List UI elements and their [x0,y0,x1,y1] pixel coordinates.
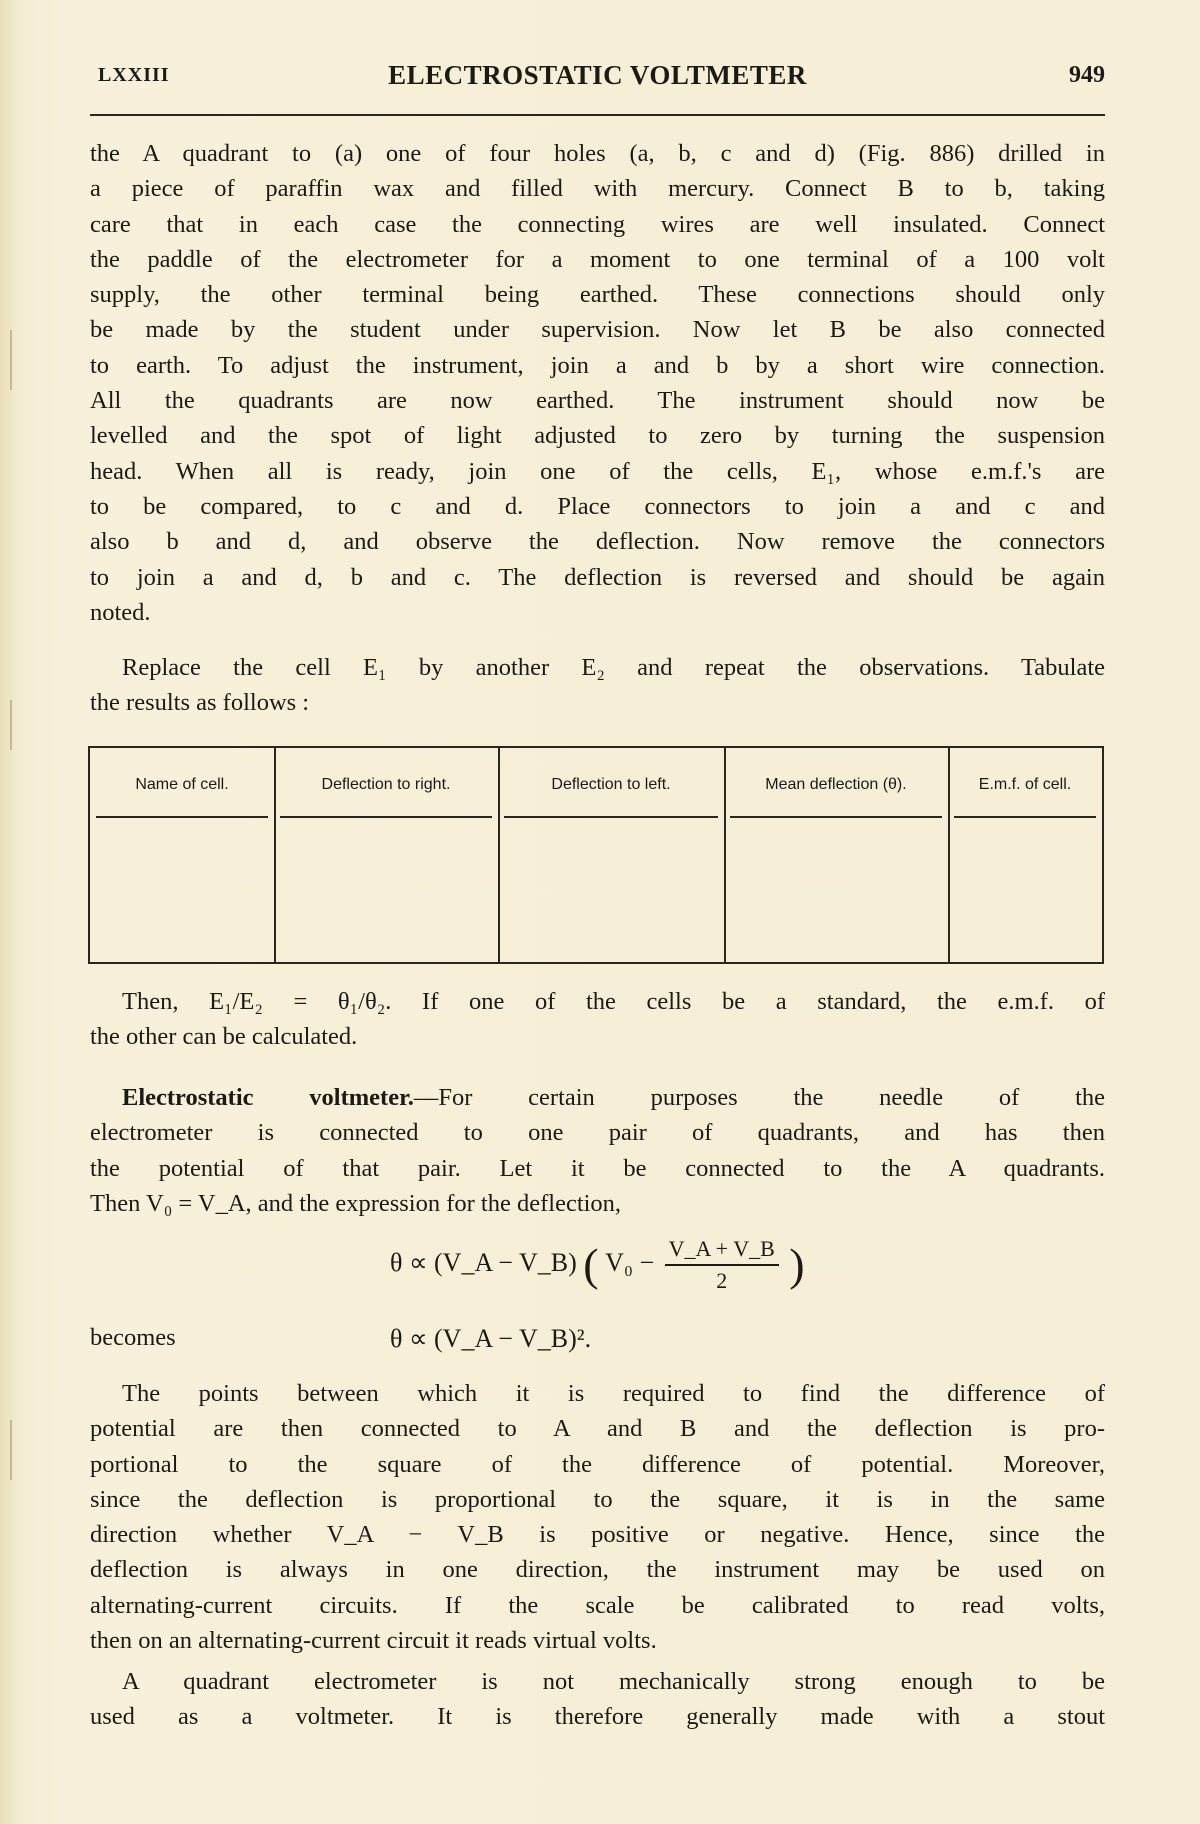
fraction-numerator: V_A + V_B [665,1236,779,1266]
text-line: the paddle of the electrometer for a moment to one terminal of a 100 volt [90,245,1105,273]
results-table [88,746,1104,964]
formula-fraction [665,1236,779,1294]
text-line: potential are then connected to A and B and the deflection is pro- [90,1415,1105,1443]
text-line: All the quadrants are now earthed. The instrument should now be [90,387,1105,415]
running-title: ELECTROSTATIC VOLTMETER [388,60,807,90]
text-line: head. When all is ready, join one of the cells, E₁, whose e.m.f.'s are [90,457,1105,485]
text-line: Replace the cell E₁ by another E₂ and repeat the observations. Tabulate [122,654,1105,681]
text-line: be made by the student under supervision. Now let B be also connected [90,316,1105,344]
text-line: supply, the other terminal being earthed. These connections should only [90,281,1105,309]
text-line: A quadrant electrometer is not mechanically strong enough to be [122,1668,1105,1695]
text-line: to join a and d, b and c. The deflection is reversed and should be again [90,563,1105,591]
table-column [724,748,950,962]
table-column [90,748,276,962]
table-column [948,748,1102,962]
text-line: deflection is always in one direction, the instrument may be used on [90,1556,1105,1584]
text-line: care that in each case the connecting wires are well insulated. Connect [90,210,1105,238]
table-column [498,748,726,962]
text-line: to earth. To adjust the instrument, join a and b by a short wire connection. [90,351,1105,379]
text-line: alternating-current circuits. If the scale be calibrated to read volts, [90,1591,1105,1619]
square-formula: θ ∝ (V_A − V_B)². [390,1324,592,1353]
formula-paren: ( [583,1239,599,1290]
table-header-rule [730,816,942,818]
text-line: to be compared, to c and d. Place connectors to join a and c and [90,492,1105,520]
chapter-number: LXXIII [98,64,170,86]
text-line: the results as follows : [90,689,310,717]
text-line: a piece of paraffin wax and filled with mercury. Connect B to b, taking [90,175,1105,203]
text-line: portional to the square of the difference of potential. Moreover, [90,1450,1105,1478]
table-header-cell: E.m.f. of cell. [978,776,1072,793]
text-line: Then, E₁/E₂ = θ₁/θ₂. If one of the cells be a standard, the e.m.f. of [122,988,1105,1015]
page-edge-mark [10,700,12,750]
table-header-rule [280,816,492,818]
table-header-cell: Deflection to left. [551,776,671,793]
header-rule [90,114,1105,116]
formula-paren: ) [789,1239,805,1290]
paragraph-quadrant [90,1664,1105,1735]
text-line: electrometer is connected to one pair of quadrants, and has then [90,1119,1105,1147]
table-header-cell: Deflection to right. [321,776,451,793]
page-number: 949 [1069,62,1105,88]
page-edge-mark [10,330,12,390]
table-header-rule [96,816,268,818]
text-line: the A quadrant to (a) one of four holes (a, b, c and d) (Fig. 886) drilled in [90,140,1105,167]
table-header-rule [954,816,1096,818]
text-line: levelled and the spot of light adjusted to zero by turning the suspension [90,422,1105,450]
text-line: Then V₀ = V_A, and the expression for the deflection, [90,1189,622,1217]
becomes-label: becomes [90,1324,176,1351]
text-line: noted. [90,598,151,626]
formula-lhs: θ ∝ (V_A − V_B) [390,1247,577,1277]
text-line: also b and d, and observe the deflection. Now remove the connectors [90,528,1105,556]
fraction-denominator: 2 [716,1268,728,1293]
running-header [90,60,1105,96]
text-line: the potential of that pair. Let it be connected to the A quadrants. [90,1154,1105,1182]
text-line: since the deflection is proportional to the square, it is in the same [90,1485,1105,1513]
section-text: —For certain purposes the needle of the [413,1084,1105,1111]
deflection-formula [390,1236,805,1294]
page-edge-mark [10,1420,12,1480]
table-header-cell: Mean deflection (θ). [765,776,907,793]
paragraph-ratio [90,984,1105,1055]
table-header-rule [504,816,718,818]
table-column [274,748,500,962]
text-line [90,1080,1105,1115]
paragraph-procedure [90,136,1105,630]
formula-inner: V₀ − [605,1247,655,1277]
table-header-cell: Name of cell. [135,776,229,793]
text-line: then on an alternating-current circuit it reads virtual volts. [90,1627,657,1655]
section-heading: Electrostatic voltmeter. [122,1084,414,1111]
text-line: direction whether V_A − V_B is positive or negative. Hence, since the [90,1521,1105,1549]
paragraph-points [90,1376,1105,1658]
section-electrostatic-voltmeter [90,1080,1105,1221]
text-line: The points between which it is required to find the difference of [122,1380,1105,1407]
text-line: used as a voltmeter. It is therefore generally made with a stout [90,1703,1105,1731]
paragraph-replace-cell [90,650,1105,721]
text-line: the other can be calculated. [90,1023,358,1051]
